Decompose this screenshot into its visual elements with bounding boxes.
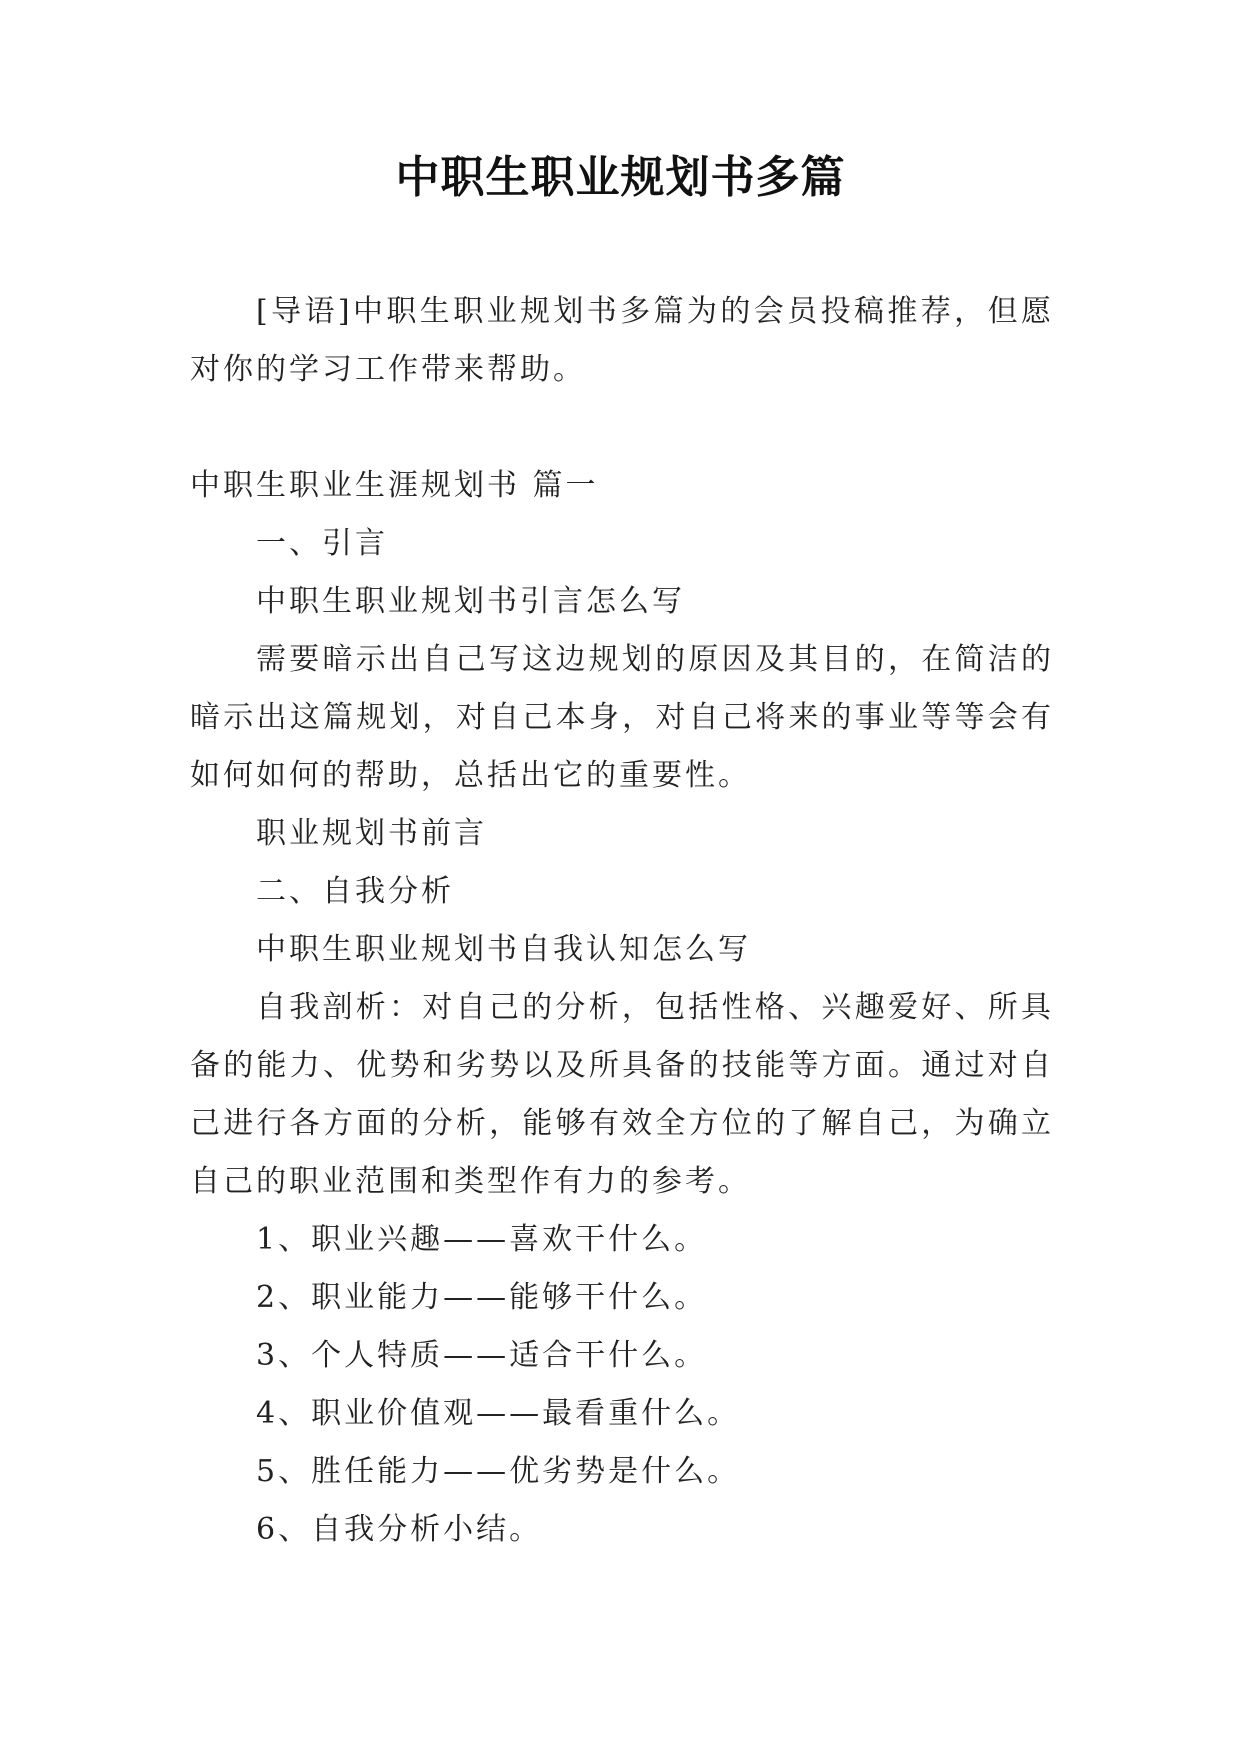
list-item: 1、职业兴趣——喜欢干什么。 xyxy=(256,1222,708,1257)
section-heading: 中职生职业生涯规划书 篇一 xyxy=(190,468,599,503)
paragraph: 中职生职业规划书自我认知怎么写 xyxy=(256,932,751,967)
paragraph: 二、自我分析 xyxy=(256,874,454,909)
paragraph: 一、引言 xyxy=(256,526,388,561)
list-item: 3、个人特质——适合干什么。 xyxy=(256,1338,708,1373)
document-title: 中职生职业规划书多篇 xyxy=(395,152,846,203)
spacer xyxy=(190,399,1054,457)
paragraph: 中职生职业规划书引言怎么写 xyxy=(256,584,685,619)
paragraph: 自我剖析：对自己的分析，包括性格、兴趣爱好、所具备的能力、优势和劣势以及所具备的技能等方面。通过对自己进行各方面的分析，能够有效全方位的了解自己，为确立自己的职业范围和类型作有力的参考。 xyxy=(190,990,1054,1199)
list-item: 6、自我分析小结。 xyxy=(256,1512,543,1547)
list-item: 5、胜任能力——优劣势是什么。 xyxy=(256,1454,741,1489)
list-item: 2、职业能力——能够干什么。 xyxy=(256,1280,708,1315)
list-item: 4、职业价值观——最看重什么。 xyxy=(256,1396,741,1431)
paragraph: 职业规划书前言 xyxy=(256,816,487,851)
intro-paragraph: [导语]中职生职业规划书多篇为的会员投稿推荐，但愿对你的学习工作带来帮助。 xyxy=(190,294,1054,387)
paragraph: 需要暗示出自己写这边规划的原因及其目的，在简洁的暗示出这篇规划，对自己本身，对自己将来的事业等等会有如何如何的帮助，总括出它的重要性。 xyxy=(190,642,1054,793)
document-body xyxy=(190,283,1054,1559)
